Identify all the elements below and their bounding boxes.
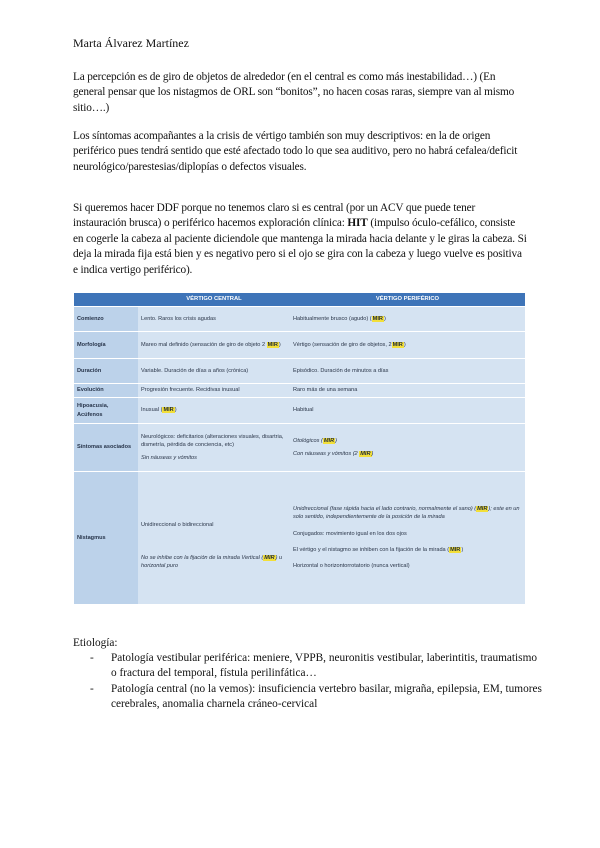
text: No se inhibe con la fijación de la mirada Vertical ( <box>141 554 264 561</box>
text: El vértigo y el nistagmo se inhiben con la fijación de la mirada ( <box>293 546 450 553</box>
text: ) <box>278 341 281 348</box>
text: Habitualmente brusco (agudo) ( <box>293 315 372 322</box>
cell-sintomas-central <box>138 424 290 472</box>
mir-badge: MIR <box>477 506 488 513</box>
cell-morfologia-central <box>138 332 290 359</box>
text: Unidireccional (fase rápida hacia el lado contrario, normalmente el sano) ( <box>293 506 477 513</box>
mir-badge: MIR <box>372 315 383 322</box>
row-label-evolucion: Evolución <box>74 384 138 398</box>
text: Neurológicos: deficitarios (alteraciones visuales, disartria, dismetría, pérdida de conciencia, etc) <box>141 434 284 449</box>
row-label-nistagmus: Nistagmus <box>74 472 138 604</box>
mir-badge: MIR <box>267 341 278 348</box>
mir-badge: MIR <box>450 546 461 553</box>
mir-badge: MIR <box>360 450 371 457</box>
text <box>293 503 522 523</box>
text: ) <box>461 546 464 553</box>
paragraph-symptoms: Los síntomas acompañantes a la crisis de vértigo también son muy descriptivos: en la de origen periférico pues tendrá sentido que esté afectado todo lo que sea auditivo, pero no habrá cefalea/deficit neurológico/parestesias/diplopías o defectos visuales. <box>73 130 518 173</box>
etiology-list <box>73 651 543 712</box>
text <box>141 532 287 572</box>
text: ) u horizontal puro <box>141 554 283 569</box>
cell-nistagmus-central <box>138 472 290 604</box>
text: Inusual ( <box>141 407 163 414</box>
header-central: VÉRTIGO CENTRAL <box>138 293 290 307</box>
p3-text-post: (impulso óculo-cefálico, consiste en cogerle la cabeza al paciente diciendole que mantenga la mirada hacia delante y le giras la cabeza. Si deja la mirada fija está bien y es negativo pero si el ojo se gira con la cabeza y luego vuelve es positiva e indica vertigo periférico). <box>73 217 527 276</box>
p3-text-pre: Si queremos hacer DDF porque no tenemos claro si es central (por un ACV que puede tener instauración brusca) o periférico hacemos exploración clínica: <box>73 202 476 230</box>
text: Conjugados: movimiento igual en los dos ojos <box>293 530 407 537</box>
table-row <box>74 359 525 384</box>
text: Sin náuseas y vómitos <box>141 454 197 461</box>
text <box>293 448 522 460</box>
cell-duracion-central: Variable. Duración de días a años (crónica) <box>138 359 290 384</box>
header-blank <box>74 293 138 307</box>
text <box>293 435 522 447</box>
table-row <box>74 424 525 472</box>
cell-comienzo-central: Lento. Raros los crisis agudas <box>138 307 290 332</box>
text <box>293 540 522 556</box>
author-name: Marta Álvarez Martínez <box>73 36 189 50</box>
paragraph-perception: La percepción es de giro de objetos de alrededor (en el central es como más inestabilidad…) (En general pensar que los nistagmos de ORL son “bonitos”, no hacen cosas raras, siempre van al mismo sitio….) <box>73 71 515 114</box>
etiology-section <box>73 636 543 712</box>
etiology-title: Etiología: <box>73 637 118 649</box>
text: ) <box>335 438 337 445</box>
cell-comienzo-periferico <box>290 307 525 332</box>
cell-hipoacusia-periferico: Habitual <box>290 398 525 424</box>
mir-badge: MIR <box>392 341 403 348</box>
vertigo-comparison-table <box>74 293 525 604</box>
header-periferico: VÉRTIGO PERIFÉRICO <box>290 293 525 307</box>
cell-evolucion-central: Progresión frecuente. Recidivas inusual <box>138 384 290 398</box>
table-row <box>74 307 525 332</box>
row-label-duracion: Duración <box>74 359 138 384</box>
cell-sintomas-periferico <box>290 424 525 472</box>
text: Mareo mal definido (sensación de giro de objeto 2 <box>141 341 267 348</box>
hit-term: HIT <box>347 217 368 230</box>
row-label-sintomas: Síntomas asociados <box>74 424 138 472</box>
cell-duracion-periferico: Episódico. Duración de minutos a días <box>290 359 525 384</box>
text: Vértigo (sensación de giro de objetos, 2 <box>293 341 392 348</box>
row-label-hipoacusia: Hipoacusia, Acúfenos <box>74 398 138 424</box>
row-label-morfologia: Morfología <box>74 332 138 359</box>
text: ) <box>403 341 406 348</box>
text: Horizontal o horizontorrotatorio (nunca vertical) <box>293 563 410 570</box>
table-row <box>74 332 525 359</box>
cell-hipoacusia-central <box>138 398 290 424</box>
text: ) <box>174 407 177 414</box>
mir-badge: MIR <box>163 407 174 414</box>
cell-nistagmus-periferico <box>290 472 525 604</box>
cell-evolucion-periferico: Raro más de una semana <box>290 384 525 398</box>
etiology-item-central: Patología central (no la vemos): insuficiencia vertebro basilar, migraña, epilepsia, EM, tumores cerebrales, anomalia charnela cráneo-cervical <box>111 682 542 710</box>
table-row <box>74 384 525 398</box>
text: Otológicos ( <box>293 438 323 445</box>
list-item <box>73 651 543 681</box>
text: Unidireccional o bidireccional <box>141 522 214 529</box>
row-label-comienzo: Comienzo <box>74 307 138 332</box>
mir-badge: MIR <box>264 554 275 561</box>
bullet-dash: - <box>90 652 94 665</box>
table-header-row <box>74 293 525 307</box>
table-row <box>74 398 525 424</box>
table-row <box>74 472 525 604</box>
text: ); este en un solo sentido, independientemente de la posición de la mirada <box>293 506 520 521</box>
paragraph-hit-exam <box>73 201 528 278</box>
text: ) <box>371 450 374 457</box>
cell-morfologia-periferico <box>290 332 525 359</box>
text: ) <box>383 315 386 322</box>
mir-badge: MIR <box>323 438 335 445</box>
bullet-dash: - <box>90 682 94 695</box>
text: Con náuseas y vómitos (2 <box>293 450 360 457</box>
list-item <box>73 682 543 712</box>
etiology-item-peripheral: Patología vestibular periférica: meniere, VPPB, neuronitis vestibular, laberintitis, traumatismo o fractura del temporal, fístula perilinfática… <box>111 652 538 680</box>
